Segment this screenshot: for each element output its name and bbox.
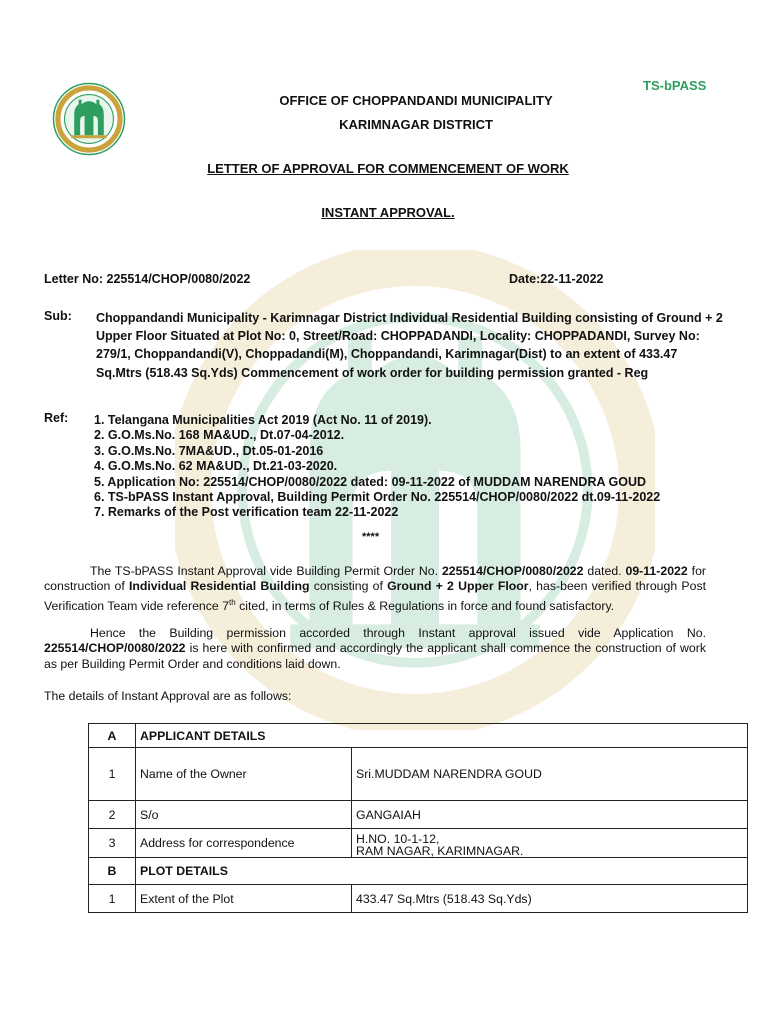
table-row: 3 Address for correspondence H.NO. 10-1-12, RAM NAGAR, KARIMNAGAR. bbox=[89, 829, 748, 858]
body-paragraph-1: The TS-bPASS Instant Approval vide Building Permit Order No. 225514/CHOP/0080/2022 dated. 09-11-2022 for construction of Individual Residential Building consisting of Ground + 2 Upper Floor, has-been verified through Post Verification Team vide reference 7th cited, in terms of Rules & Regulations in force and found satisfactory. bbox=[44, 564, 707, 613]
table-row: 1 Name of the Owner Sri.MUDDAM NARENDRA GOUD bbox=[89, 748, 748, 801]
reference-list bbox=[94, 413, 660, 521]
body-paragraph-2: Hence the Building permission accorded through Instant approval issued vide Application No. 225514/CHOP/0080/2022 is here with confirmed and accordingly the applicant shall commence the construction of work as per Building Permit Order and conditions laid down. bbox=[44, 626, 706, 671]
approval-type-title: INSTANT APPROVAL. bbox=[321, 205, 455, 220]
subject-label: Sub: bbox=[44, 309, 72, 323]
section-title: APPLICANT DETAILS bbox=[136, 724, 748, 748]
table-row: 2 S/o GANGAIAH bbox=[89, 801, 748, 829]
separator-stars: **** bbox=[362, 531, 380, 543]
table-row: 1 Extent of the Plot 433.47 Sq.Mtrs (518.43 Sq.Yds) bbox=[89, 885, 748, 913]
reference-label: Ref: bbox=[44, 411, 69, 425]
reference-item: 7. Remarks of the Post verification team 22-11-2022 bbox=[94, 505, 399, 520]
section-header-row bbox=[89, 724, 748, 748]
reference-item: 1. Telangana Municipalities Act 2019 (Act No. 11 of 2019). bbox=[94, 413, 432, 427]
district-heading: KARIMNAGAR DISTRICT bbox=[339, 117, 493, 132]
letter-number: Letter No: 225514/CHOP/0080/2022 bbox=[44, 272, 251, 286]
reference-item: 3. G.O.Ms.No. 7MA&UD., Dt.05-01-2016 bbox=[94, 443, 324, 458]
office-heading: OFFICE OF CHOPPANDANDI MUNICIPALITY bbox=[279, 93, 553, 108]
reference-item: 2. G.O.Ms.No. 168 MA&UD., Dt.07-04-2012. bbox=[94, 428, 345, 443]
tsbpass-brand: TS-bPASS bbox=[643, 78, 707, 93]
section-letter: A bbox=[89, 724, 136, 748]
approval-details-table bbox=[88, 723, 748, 913]
details-intro: The details of Instant Approval are as follows: bbox=[44, 689, 292, 703]
subject-text: Choppandandi Municipality - Karimnagar District Individual Residential Building consisting of Ground + 2 Upper Floor Situated at Plot No: 0, Street/Road: CHOPPADANDI, Locality: CHOPPADANDI, Survey No: 279/1, Choppandandi(V), Choppadandi(M), Choppandandi, Karimnagar(Dist) to an extent of 433.47 Sq.Mtrs (518.43 Sq.Yds) Commencement of work order for building permission granted - Reg bbox=[96, 311, 723, 380]
letter-title: LETTER OF APPROVAL FOR COMMENCEMENT OF WORK bbox=[207, 161, 569, 176]
section-letter: B bbox=[89, 858, 136, 885]
reference-item: 6. TS-bPASS Instant Approval, Building Permit Order No. 225514/CHOP/0080/2022 dt.09-11-2022 bbox=[94, 490, 661, 505]
section-title: PLOT DETAILS bbox=[136, 858, 748, 885]
section-header-row bbox=[89, 858, 748, 885]
letter-date: Date:22-11-2022 bbox=[509, 272, 604, 286]
reference-item: 4. G.O.Ms.No. 62 MA&UD., Dt.21-03-2020. bbox=[94, 459, 338, 474]
reference-item: 5. Application No: 225514/CHOP/0080/2022 dated: 09-11-2022 of MUDDAM NARENDRA GOUD bbox=[94, 474, 647, 489]
